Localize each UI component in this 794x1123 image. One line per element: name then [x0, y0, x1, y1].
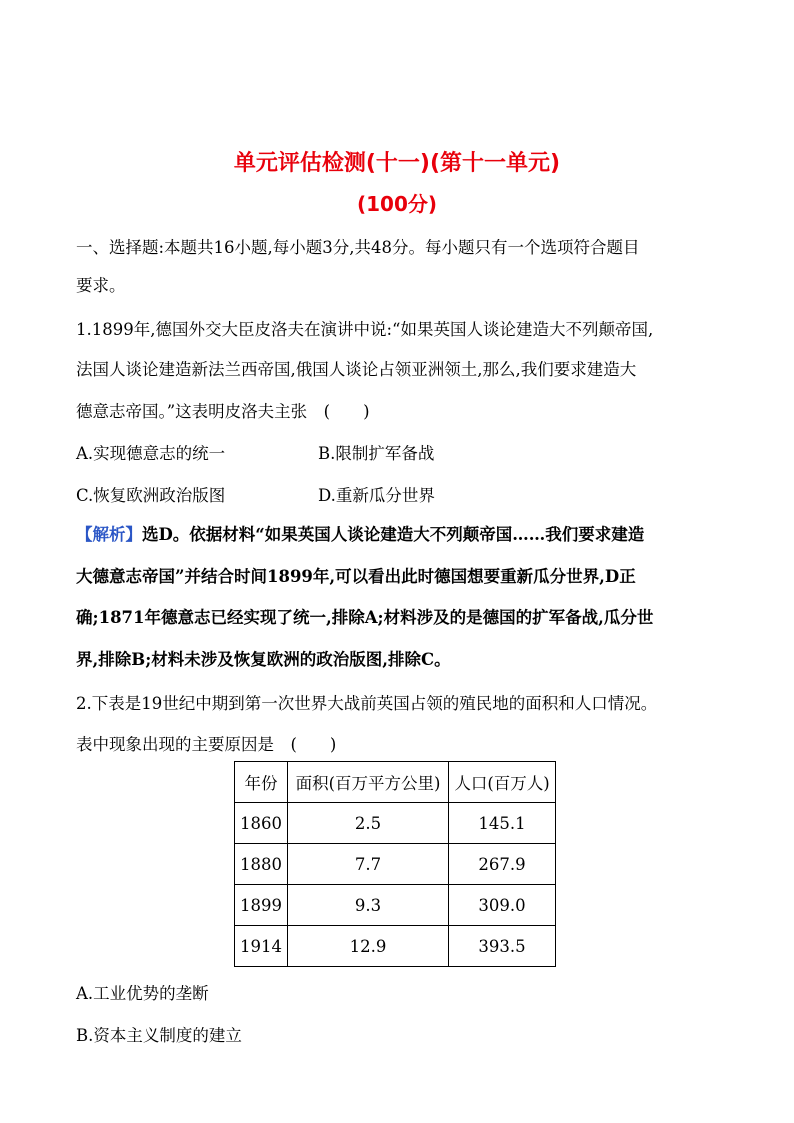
q2-option-a: A.工业优势的垄断 — [76, 984, 209, 1003]
q1-option-b: B.限制扩军备战 — [318, 444, 435, 463]
q1-analysis-line-4: 界,排除B;材料未涉及恢复欧洲的政治版图,排除C。 — [76, 650, 451, 669]
table-cell: 1880 — [235, 844, 288, 885]
section-intro-line-1: 一、选择题:本题共16小题,每小题3分,共48分。每小题只有一个选项符合题目 — [76, 238, 640, 257]
q2-option-b: B.资本主义制度的建立 — [76, 1026, 242, 1045]
section-intro-line-2: 要求。 — [76, 276, 126, 295]
analysis-tag: 【解析】 — [76, 525, 142, 544]
table-row — [235, 844, 556, 885]
table-header-cell: 人口(百万人) — [449, 762, 556, 803]
analysis-text: 选D。依据材料“如果英国人谈论建造大不列颠帝国……我们要求建造 — [142, 525, 645, 544]
table-cell: 1899 — [235, 885, 288, 926]
total-score: (100分) — [356, 192, 438, 216]
table-header-row — [235, 762, 556, 803]
table-cell: 2.5 — [288, 803, 449, 844]
table-cell: 1860 — [235, 803, 288, 844]
table-cell: 1914 — [235, 926, 288, 967]
table-cell: 393.5 — [449, 926, 556, 967]
q1-analysis-line-2: 大德意志帝国”并结合时间1899年,可以看出此时德国想要重新瓜分世界,D正 — [76, 567, 636, 586]
q1-analysis-line-1 — [76, 521, 644, 545]
table-cell: 9.3 — [288, 885, 449, 926]
table-cell: 309.0 — [449, 885, 556, 926]
q1-stem-line-3: 德意志帝国。”这表明皮洛夫主张 ( ) — [76, 402, 370, 421]
table-cell: 12.9 — [288, 926, 449, 967]
colony-data-table — [234, 761, 556, 967]
q1-stem-line-1: 1.1899年,德国外交大臣皮洛夫在演讲中说:“如果英国人谈论建造大不列颠帝国, — [76, 320, 654, 339]
q1-option-a: A.实现德意志的统一 — [76, 444, 226, 463]
q1-option-d: D.重新瓜分世界 — [318, 486, 435, 505]
q1-option-c: C.恢复欧洲政治版图 — [76, 486, 226, 505]
table-cell: 145.1 — [449, 803, 556, 844]
table-cell: 267.9 — [449, 844, 556, 885]
table-header-cell: 年份 — [235, 762, 288, 803]
table-row — [235, 885, 556, 926]
q2-stem-line-1: 2.下表是19世纪中期到第一次世界大战前英国占领的殖民地的面积和人口情况。 — [76, 694, 658, 713]
page-title: 单元评估检测(十一)(第十一单元) — [233, 151, 561, 176]
q1-stem-line-2: 法国人谈论建造新法兰西帝国,俄国人谈论占领亚洲领土,那么,我们要求建造大 — [76, 360, 637, 379]
table-row — [235, 803, 556, 844]
table-cell: 7.7 — [288, 844, 449, 885]
q1-analysis-line-3: 确;1871年德意志已经实现了统一,排除A;材料涉及的是德国的扩军备战,瓜分世 — [76, 608, 654, 627]
q2-stem-line-2: 表中现象出现的主要原因是 ( ) — [76, 735, 337, 754]
table-row — [235, 926, 556, 967]
table-header-cell: 面积(百万平方公里) — [288, 762, 449, 803]
